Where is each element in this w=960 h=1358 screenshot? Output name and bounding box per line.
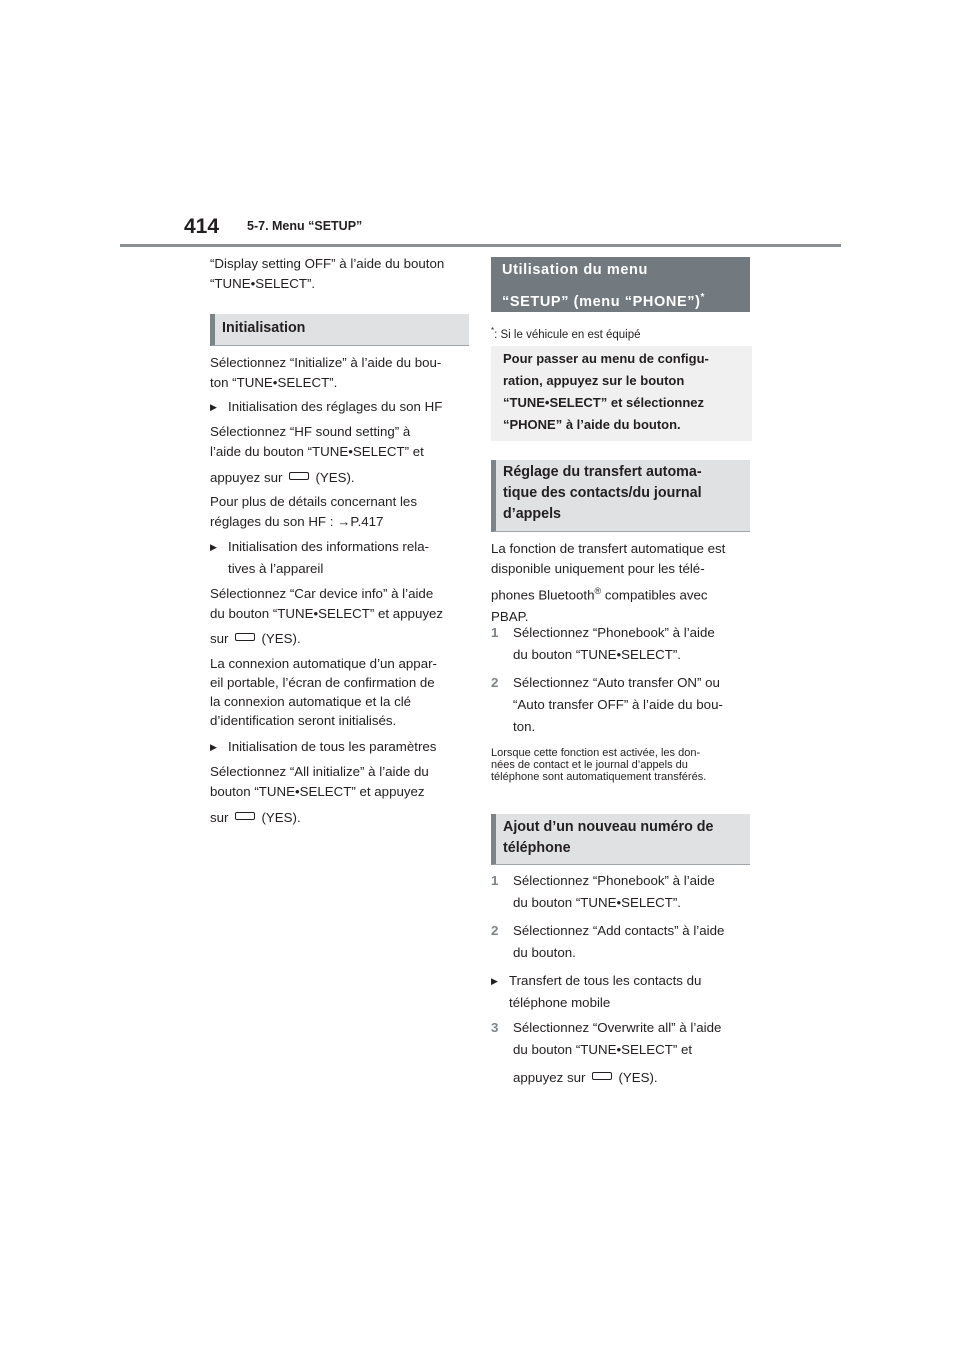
section-heading-add-number: Ajout d’un nouveau numéro de téléphone [491,814,750,865]
auto-transfer-text: La fonction de transfert automatique est disponible uniquement pour les télé- phones Bluetooth® compatibles avec PBAP. [491,541,726,625]
triangle-bullet-icon: ▶ [210,742,217,752]
phone-menu-heading: Utilisation du menu “SETUP” (menu “PHONE”)* [491,257,750,312]
device-info-more: La connexion automatique d’un appar- eil portable, l’écran de confirmation de la connexion automatique et la clé d’identification seront initialisés. [210,656,437,728]
chapter-title: 5-7. Menu “SETUP” [247,219,363,233]
hf-sound-press: appuyez sur (YES). [210,470,355,485]
header-rule [120,244,841,247]
hf-sound-more: Pour plus de détails concernant les réglages du son HF : →P.417 [210,494,417,529]
hf-sound-text: Sélectionnez “HF sound setting” à l’aide du bouton “TUNE•SELECT” et [210,424,424,459]
page-number: 414 [184,215,220,238]
add-step-3-press: appuyez sur (YES). [513,1070,658,1085]
footnote: *: Si le véhicule en est équipé [491,326,641,341]
triangle-bullet-icon: ▶ [210,542,217,552]
button-icon [235,812,255,820]
button-icon [289,472,309,480]
auto-transfer-note: Lorsque cette fonction est activée, les don- nées de contact et le journal d’appels du téléphone sont automatiquement transférés. [491,747,707,783]
triangle-bullet-icon: ▶ [210,402,217,412]
button-icon [235,633,255,641]
section-heading-initialisation: Initialisation [210,314,469,346]
device-info-press: sur (YES). [210,631,301,646]
all-settings-text: Sélectionnez “All initialize” à l’aide du bouton “TUNE•SELECT” et appuyez [210,764,429,799]
all-settings-press: sur (YES). [210,810,301,825]
initialisation-text: Sélectionnez “Initialize” à l’aide du bou- ton “TUNE•SELECT”. [210,355,442,390]
info-box: Pour passer au menu de configu- ration, appuyez sur le bouton “TUNE•SELECT” et sélectionnez “PHONE” à l’aide du bouton. [491,346,752,441]
triangle-bullet-icon: ▶ [491,976,498,986]
intro-text: “Display setting OFF” à l’aide du bouton “TUNE•SELECT”. [210,256,445,291]
section-heading-auto-transfer: Réglage du transfert automa- tique des contacts/du journal d’appels [491,460,750,532]
device-info-text: Sélectionnez “Car device info” à l’aide du bouton “TUNE•SELECT” et appuyez [210,586,444,621]
button-icon [592,1072,612,1080]
